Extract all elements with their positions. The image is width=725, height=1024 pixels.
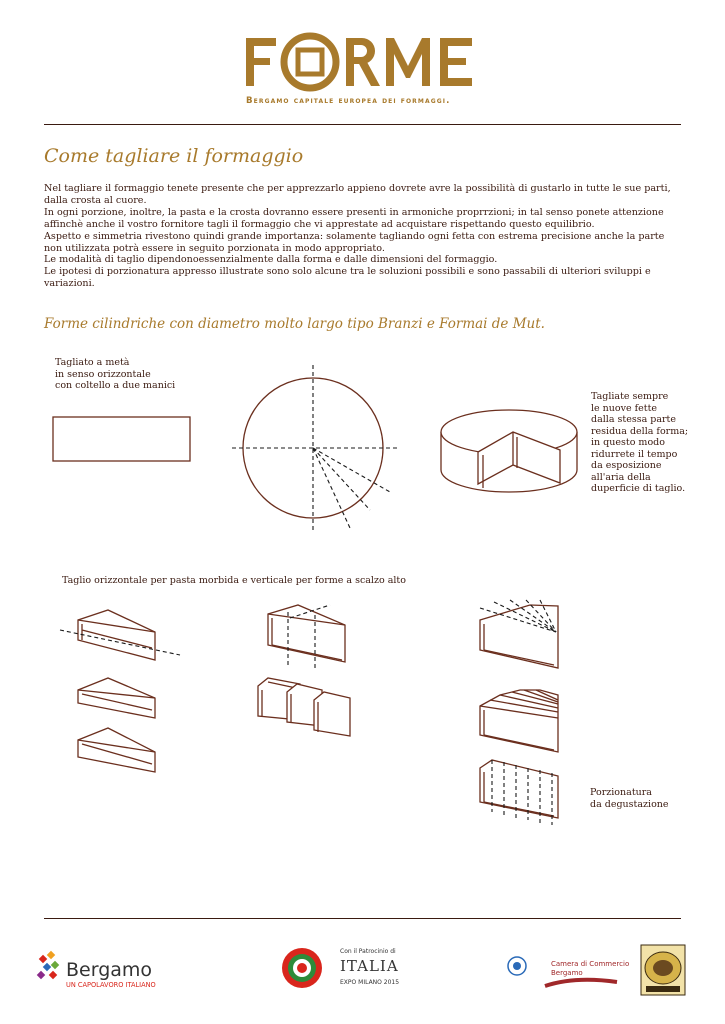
wedge-piece-1 [78, 678, 155, 718]
expo-text: EXPO MILANO 2015 [340, 979, 400, 986]
intro-paragraph: Nel tagliare il formaggio tenete presente che per apprezzarlo appieno dovrete avre la possibilità di gustarlo in tutte le sue parti, dalla crosta al cuore. [44, 183, 671, 206]
cut-wheel-diagram [441, 410, 577, 492]
camera-line1: Camera di Commercio [551, 960, 630, 968]
bergamo-logo [36, 950, 166, 990]
header-divider [44, 124, 681, 125]
cutting-illustrations [0, 350, 725, 850]
bergamo-mark-icon [37, 951, 59, 979]
camera-line2: Bergamo [551, 969, 583, 977]
section-title: Forme cilindriche con diametro molto largo tipo Branzi e Formai de Mut. [44, 316, 545, 332]
wedge-piece-2 [78, 728, 155, 772]
camera-swoosh-icon [545, 980, 617, 986]
italia-text: ITALIA [340, 957, 399, 975]
half-cut-diagram [53, 417, 190, 461]
intro-paragraph: Le ipotesi di porzionatura appresso illustrate sono solo alcune tra le soluzioni possibili e sono passabili di ulteriori sviluppi e variazioni. [44, 266, 651, 290]
intro-paragraph: Aspetto e simmetria rivestono quindi grande importanza: solamente tagliando ogni fetta con estrema precisione anche la parte non utilizzata potrà essere in seguito porzionata in modo appropriato. [44, 230, 665, 254]
expo-flower-icon [282, 948, 322, 988]
note-half-cut: Tagliato a metà in senso orizzontale con coltello a due manici [55, 357, 176, 391]
wedge-vertical-cut [268, 605, 345, 668]
bergamo-slogan: UN CAPOLAVORO ITALIANO [66, 981, 156, 989]
vertical-blocks [258, 678, 350, 736]
fan-wedge-cut [480, 600, 558, 668]
top-view-diagram [232, 365, 398, 530]
patrocinio-text: Con il Patrocinio di [340, 948, 396, 955]
note-tasting: Porzionatura da degustazione [590, 787, 669, 810]
footer-divider [44, 918, 681, 919]
note-horizontal-cut: Taglio orizzontale per pasta morbida e verticale per forme a scalzo alto [62, 575, 406, 586]
wedge-horizontal-cut [60, 610, 180, 660]
tagline: Bergamo capitale europea dei formaggi. [246, 96, 451, 106]
page-title: Come tagliare il formaggio [44, 145, 304, 167]
note-fresh-slices: Tagliate sempre le nuove fette dalla stessa parte residua della forma; in questo modo ridurrete il tempo da esposizione all'aria della duperficie di taglio. [591, 391, 689, 494]
bergamo-name: Bergamo [66, 959, 153, 981]
intro-paragraph: In ogni porzione, inoltre, la pasta e la crosta dovranno essere presenti in armoniche proprrzioni; in tal senso ponete attenzione affinchè anche il vostro fornitore tagli il formaggio che vi apprestate ad acquistare rispettando questo equilibrio. [44, 206, 664, 230]
fan-wedge-sliced [480, 690, 558, 752]
intro-paragraph: Le modalità di taglio dipendonoessenzialmente dalla forma e dalle dimensioni del formaggio. [44, 254, 498, 266]
logo-text: FORME [244, 32, 249, 33]
bergamo-formaggi-seal [640, 944, 686, 996]
block-dashed-cuts [480, 760, 558, 825]
forme-logo [244, 32, 484, 92]
expo-logo [280, 944, 410, 994]
camera-commercio-logo [505, 952, 635, 992]
intro-text [44, 183, 684, 290]
